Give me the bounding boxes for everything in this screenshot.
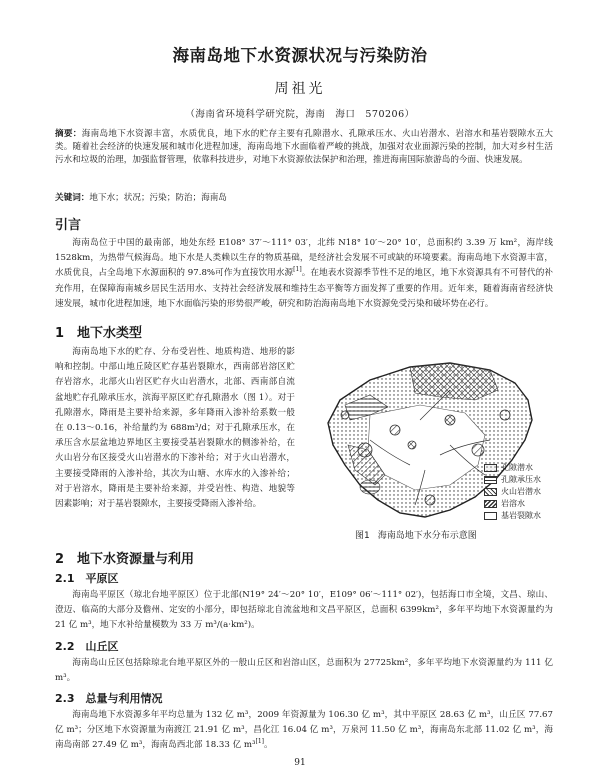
locality-marker [341,411,349,419]
section-2-3-paragraph [55,708,553,754]
intro-paragraph [55,236,553,312]
section-2-1-text: 海南岛平原区（琼北台地平原区）位于北部(N19° 24′～20° 10′，E109° 06′～111° 02′)，包括海口市全境，文昌、琼山、澄迈、临高的大部分及儋州、定安的小部分，即包括琼北自流盆地和文昌平原区，总面积 6399km²，多年平均地下水资源量约为 21 亿 m³，地下水补给量模数为 33 万 m³/(a·km²)。 [55,590,553,631]
legend-label: 孔隙潜水 [501,463,533,472]
page-number: 91 [294,758,306,768]
keywords-text: 地下水；状况；污染；防治；海南岛 [89,193,227,203]
locality-marker [500,410,510,420]
intro-text-2: 。在地表水资源季节性不足的地区，地下水资源具有不可替代的补充作用，在保障海南城乡居民生活用水、支持社会经济发展和维持生态平衡等方面发挥了重要的作用。近年来，随着海南省经济快速发展，城市化进程加速，地下水面临污染的形势很严峻，研究和防治海南岛地下水资源免受污染和破坏势在必行。 [55,268,553,309]
section-2-heading: 2 地下水资源量与利用 [55,552,195,567]
legend-label: 火山岩潜水 [501,487,541,496]
section-1-heading: 1 地下水类型 [55,326,143,341]
intro-citation: [1] [293,266,302,274]
legend-swatch [484,464,497,472]
section-2-2-text: 海南岛山丘区包括除琼北台地平原区外的一般山丘区和岩溶山区，总面积为 27725km²，多年平均地下水资源量约为 111 亿 m³。 [55,658,553,684]
legend-swatch [484,500,497,508]
southwest-basin [360,480,380,494]
map-legend [484,462,564,522]
figure-number: 图1 [355,531,370,541]
abstract [55,128,553,167]
legend-item [484,510,564,522]
section-1-paragraph [55,345,295,512]
legend-swatch [484,512,497,520]
abstract-label: 摘要： [55,129,82,139]
legend-label: 基岩裂隙水 [501,511,541,520]
section-2-3-text: 海南岛地下水资源多年平均总量为 132 亿 m³，2009 年资源量为 106.30 亿 m³，其中平原区 28.63 亿 m³，山丘区 77.67 亿 m³；分区地下水资源量为南渡江 21.91 亿 m³，昌化江 16.04 亿 m³，万泉河 11.50 亿 m³，海南岛东北部 11.02 亿 m³，海南岛南部 27.49 亿 m³，海南岛西北部 18.33 亿 m³ [55,710,553,751]
locality-marker [358,443,372,457]
section-2-3-citation: [1] [255,738,265,746]
section-2-3-end: 。 [264,740,273,751]
locality-marker [445,415,455,425]
section-2-2-heading: 2.2 山丘区 [55,640,119,653]
abstract-text: 海南岛地下水资源丰富，水质优良，地下水的贮存主要有孔隙潜水、孔隙承压水、火山岩潜水、岩溶水和基岩裂隙水五大类。随着社会经济的快速发展和城市化进程加速，海南岛地下水面临着严峻的挑战，加强对农业面源污染的控制，加大对乡村生活污水和垃圾的治理，加强监督管理，依靠科技进步，对地下水资源依法保护和治理，推进海南国际旅游岛的今面、快速发展。 [55,129,553,165]
legend-item [484,498,564,510]
section-2-2-paragraph [55,656,553,686]
section-2-1-paragraph [55,588,553,634]
locality-marker [472,444,484,456]
keywords [55,192,553,205]
locality-marker [425,495,435,505]
legend-swatch [484,476,497,484]
author-name: 周祖光 [274,81,326,97]
figure-caption [355,528,477,541]
section-2-1-heading: 2.1 平原区 [55,572,119,585]
section-1-text: 海南岛地下水的贮存、分布受岩性、地质构造、地形的影响和控制。中部山地丘陵区贮存基岩裂隙水，西南部岩溶区贮存岩溶水，北部火山岩区贮存火山岩潜水，北部、西南部自流盆地贮存孔隙承压水，滨海平原区贮存孔隙潜水（图 1）。对于孔隙潜水，降雨是主要补给来源，多年降雨入渗补给系数一般在 0.13～0.16，补给量约为 688m³/d；对于孔隙承压水，在承压含水层盆地边界地区主要接受基岩裂隙水的侧渗补给，在火山岩分布区接受火山岩潜水的下渗补给；对于火山岩潜水，主要接受降雨的入渗补给，其次为山塘、水库水的入渗补给；对于岩溶水，降雨是主要补给来源，并受岩性、构造、地貌等因素影响；对于基岩裂隙水，主要接受降雨入渗补给。 [55,347,295,510]
locality-marker [390,425,400,435]
locality-marker [408,441,416,449]
legend-label: 岩溶水 [501,499,525,508]
legend-item [484,474,564,486]
legend-label: 孔隙承压水 [501,475,541,484]
legend-item [484,486,564,498]
legend-item [484,462,564,474]
paper-title: 海南岛地下水资源状况与污染防治 [172,46,428,65]
author-affiliation: （海南省环境科学研究院，海南 海口 570206） [185,109,415,120]
legend-swatch [484,488,497,496]
intro-text-1: 海南岛位于中国的最南部，地处东经 E108° 37′～111° 03′，北纬 N18° 10′～20° 10′，总面积约 3.39 万 km²，海岸线 1528km，为热带气候海岛。地下水是人类赖以生存的物质基础，是经济社会发展不可或缺的环境要素。海南岛地下水资源丰富，水质优良，占全岛地下水源面积的 97.8%可作为直接饮用水源 [55,238,553,279]
section-2-3-heading: 2.3 总量与利用情况 [55,692,163,705]
keywords-label: 关键词： [55,193,90,203]
intro-heading: 引言 [55,218,82,233]
figure-caption-text: 海南岛地下水分布示意图 [377,531,477,541]
